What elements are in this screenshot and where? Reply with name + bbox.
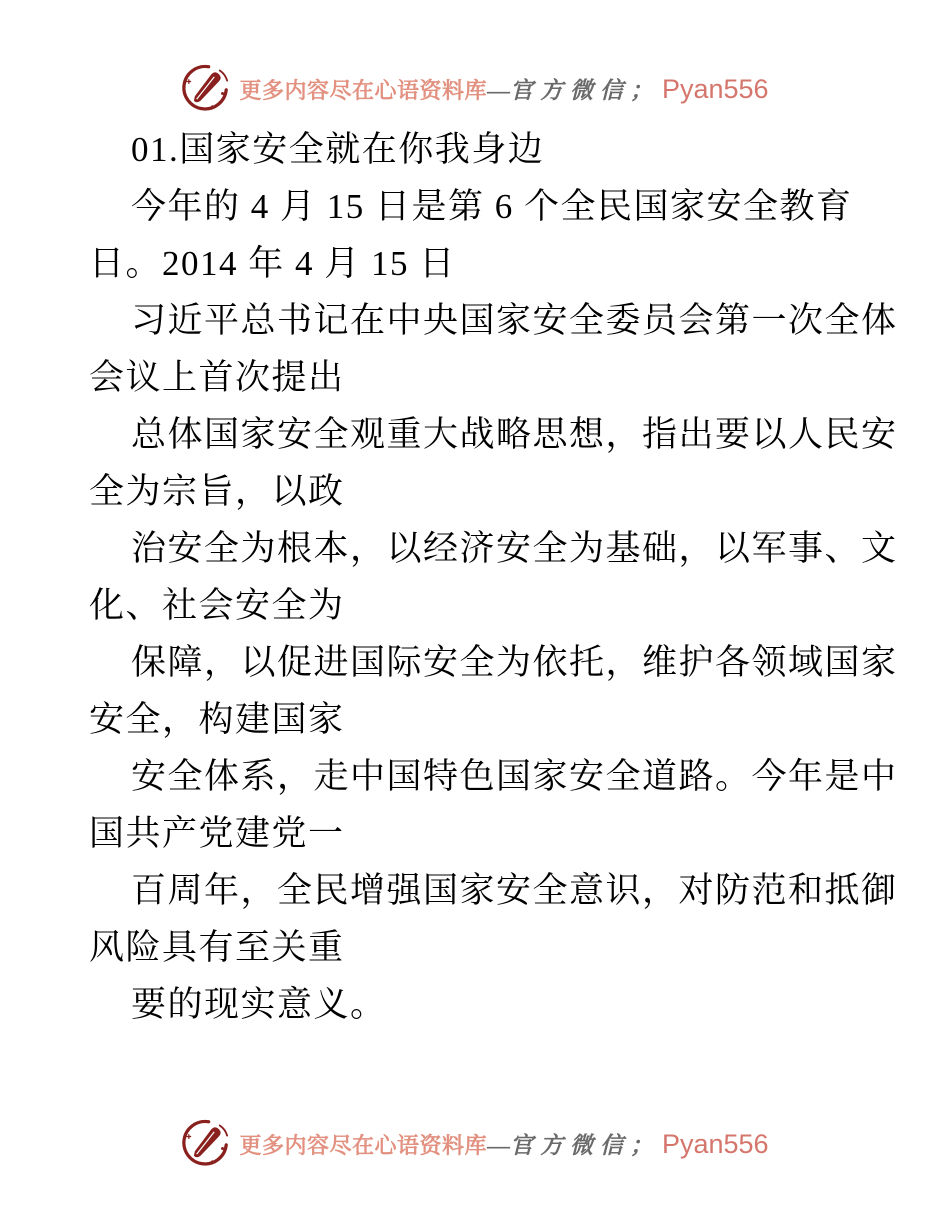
watermark-wechat-label: 官方微信； — [509, 1132, 660, 1158]
text-line: 日。2014 年 4 月 15 日 — [89, 244, 456, 283]
watermark-dash: — — [486, 1132, 510, 1158]
watermark-wechat-id: Pyan556 — [661, 73, 769, 104]
text-line: 安全，构建国家 — [89, 700, 345, 739]
watermark-dash: — — [486, 77, 510, 103]
text-line: 百周年，全民增强国家安全意识，对防范和抵御 — [131, 871, 898, 910]
text-line: 化、社会安全为 — [89, 586, 345, 625]
watermark-wechat-id: Pyan556 — [661, 1128, 769, 1159]
text-line: 风险具有至关重 — [89, 928, 345, 967]
watermark-brand-text: 更多内容尽在心语资料库 — [239, 77, 487, 103]
footer-watermark — [0, 1115, 950, 1171]
header-watermark — [0, 60, 950, 116]
text-line: 治安全为根本，以经济安全为基础，以军事、文 — [131, 529, 898, 568]
pen-logo-icon — [181, 1117, 229, 1169]
text-line: 总体国家安全观重大战略思想，指出要以人民安 — [131, 415, 898, 454]
pen-logo-icon — [181, 62, 229, 114]
watermark-wechat-label: 官方微信； — [509, 77, 660, 103]
text-line: 要的现实意义。 — [131, 985, 387, 1024]
text-line: 01.国家安全就在你我身边 — [131, 130, 545, 169]
text-line: 今年的 4 月 15 日是第 6 个全民国家安全教育 — [131, 187, 853, 226]
document-lines — [89, 121, 898, 1033]
text-line: 全为宗旨，以政 — [89, 472, 345, 511]
text-line: 习近平总书记在中央国家安全委员会第一次全体 — [131, 301, 898, 340]
text-line: 国共产党建党一 — [89, 814, 345, 853]
text-line: 保障，以促进国际安全为依托，维护各领域国家 — [131, 643, 898, 682]
text-line: 会议上首次提出 — [89, 358, 345, 397]
watermark-brand-text: 更多内容尽在心语资料库 — [239, 1132, 487, 1158]
text-line: 安全体系，走中国特色国家安全道路。今年是中 — [131, 757, 898, 796]
